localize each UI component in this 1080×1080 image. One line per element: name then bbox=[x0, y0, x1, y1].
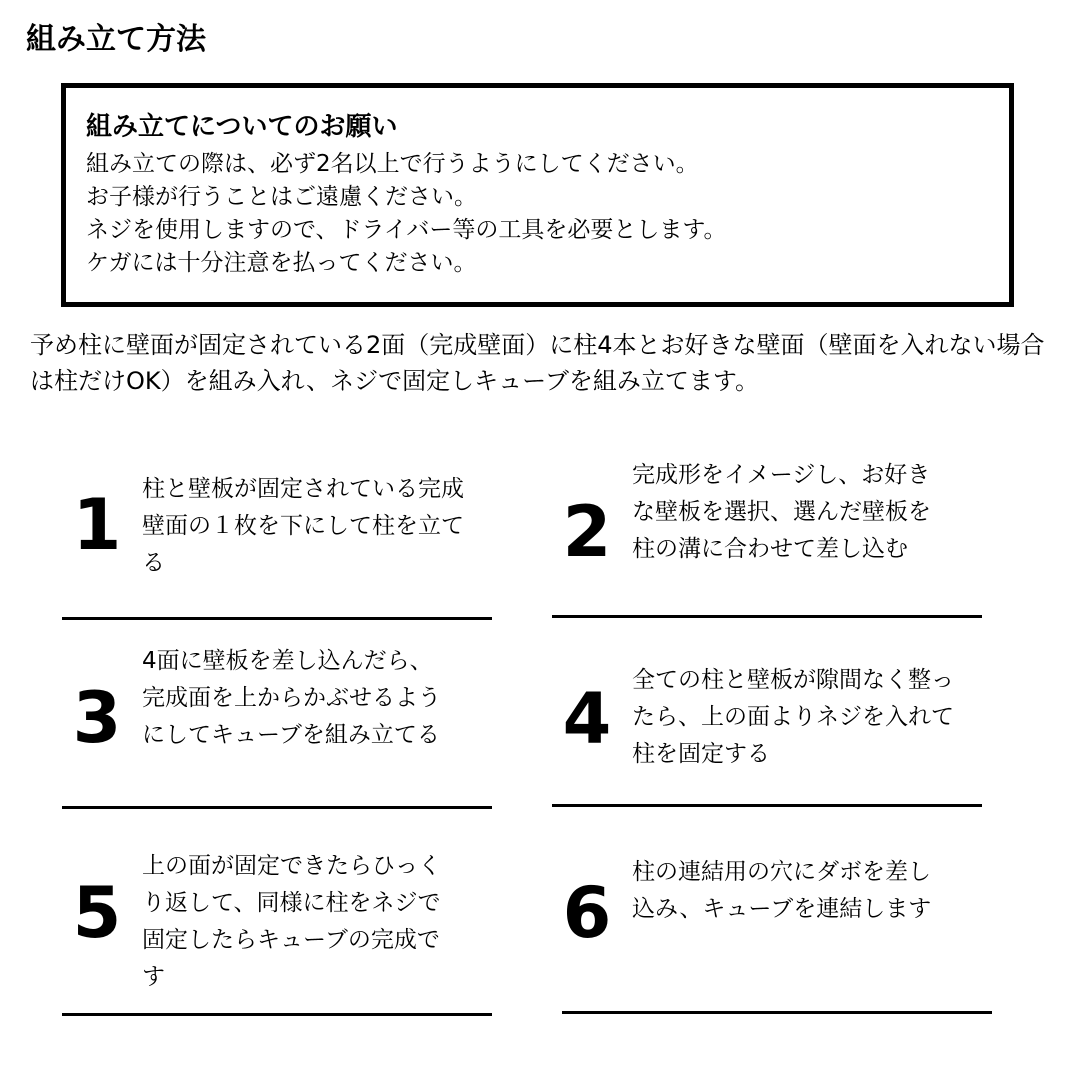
step-number: 1 bbox=[72, 484, 122, 566]
step-5 bbox=[62, 848, 492, 998]
step-text: 完成形をイメージし、お好きな壁板を選択、選んだ壁板を柱の溝に合わせて差し込む bbox=[632, 462, 931, 562]
notice-line: 組み立ての際は、必ず2名以上で行うようにしてください。 bbox=[86, 151, 699, 177]
notice-line: ネジを使用しますので、ドライバー等の工具を必要とします。 bbox=[86, 217, 727, 243]
step-number: 4 bbox=[562, 678, 612, 760]
step-2 bbox=[552, 457, 982, 607]
step-6 bbox=[552, 854, 982, 1004]
step-divider bbox=[62, 617, 492, 620]
notice-box bbox=[61, 83, 1014, 307]
step-divider bbox=[62, 1013, 492, 1016]
step-text: 4面に壁板を差し込んだら、完成面を上からかぶせるようにしてキューブを組み立てる bbox=[142, 648, 441, 748]
step-divider bbox=[562, 1011, 992, 1014]
step-text: 上の面が固定できたらひっくり返して、同様に柱をネジで固定したらキューブの完成です bbox=[142, 853, 441, 990]
step-text: 柱の連結用の穴にダボを差し込み、キューブを連結します bbox=[632, 859, 932, 922]
step-text: 柱と壁板が固定されている完成壁面の１枚を下にして柱を立てる bbox=[142, 476, 464, 576]
step-number: 6 bbox=[562, 872, 612, 954]
notice-title: 組み立てについてのお願い bbox=[86, 112, 398, 142]
step-number: 5 bbox=[72, 872, 122, 954]
step-divider bbox=[552, 804, 982, 807]
notice-line: ケガには十分注意を払ってください。 bbox=[86, 250, 477, 276]
step-divider bbox=[62, 806, 492, 809]
page-title: 組み立て方法 bbox=[26, 22, 206, 57]
step-number: 2 bbox=[562, 491, 612, 573]
step-text: 全ての柱と壁板が隙間なく整ったら、上の面よりネジを入れて柱を固定する bbox=[632, 667, 954, 767]
notice-line: お子様が行うことはご遠慮ください。 bbox=[86, 184, 477, 210]
step-1 bbox=[62, 468, 492, 618]
intro-paragraph: 予め柱に壁面が固定されている2面（完成壁面）に柱4本とお好きな壁面（壁面を入れない場合は柱だけOK）を組み入れ、ネジで固定しキューブを組み立てます。 bbox=[30, 331, 1045, 395]
step-divider bbox=[552, 615, 982, 618]
notice-list bbox=[86, 148, 989, 280]
step-4 bbox=[552, 662, 982, 812]
step-3 bbox=[62, 643, 492, 793]
step-number: 3 bbox=[72, 677, 122, 759]
